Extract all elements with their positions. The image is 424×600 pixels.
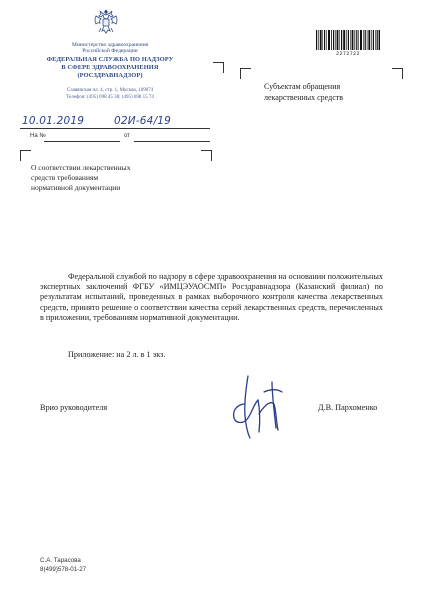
attachment-note: Приложение: на 2 л. в 1 экз. <box>68 350 166 359</box>
executor-name: С.А. Тарасова <box>40 557 81 564</box>
executor-phone: 8(499)578-01-27 <box>40 566 87 573</box>
in-reply-to-label: На № <box>30 133 46 139</box>
agency-name-line2: В СФЕРЕ ЗДРАВООХРАНЕНИЯ <box>61 64 159 71</box>
reference-line-2-right <box>134 141 210 142</box>
subject-bracket-right <box>201 150 212 161</box>
from-label: от <box>124 133 130 139</box>
subject-line1: О соответствии лекарственных <box>31 163 131 172</box>
handwritten-signature <box>226 370 296 442</box>
barcode-number: 2272722 <box>336 51 360 57</box>
signer-position: Врио руководителя <box>40 403 108 412</box>
recipient-line1: Субъектам обращения <box>264 82 341 91</box>
letterhead-right-bracket <box>213 62 224 73</box>
barcode <box>316 30 380 50</box>
recipient-line2: лекарственных средств <box>264 93 344 102</box>
signer-name: Д.В. Пархоменко <box>318 403 378 412</box>
recipient-bracket-right <box>392 68 403 79</box>
ministry-name-line1: Министерство здравоохранения <box>71 42 149 48</box>
agency-name-line1: ФЕДЕРАЛЬНАЯ СЛУЖБА ПО НАДЗОРУ <box>46 56 174 63</box>
recipient-bracket-left <box>240 68 251 79</box>
agency-name-line3: (РОСЗДРАВНАДЗОР) <box>77 72 143 79</box>
subject-line3: нормативной документации <box>31 183 121 192</box>
ministry-name-line2: Российской Федерации <box>82 48 138 54</box>
reference-line-2-left <box>44 141 120 142</box>
body-paragraph: Федеральной службой по надзору в сфере здравоохранения на основании положительных экспертных заключений ФГБУ «ИМЦЭУАОСМП» Росздравнадзора (Казанский филиал) по результатам испытаний, проведенных в рамках выборочного контроля качества лекарственных средств, принято решение о соответствии качества серий лекарственных средств, перечисленных в приложении, требованиям нормативной документации. <box>40 272 383 322</box>
reference-line-1 <box>20 128 210 129</box>
handwritten-number: 02И-64/19 <box>114 115 172 127</box>
subject-line2: средств требованиям <box>31 173 99 182</box>
coat-of-arms-emblem <box>90 6 122 38</box>
agency-phone: Телефон: (495) 698 45 38; (495) 698 15 74 <box>66 95 154 100</box>
agency-address: Славянская пл. 4, стр. 1, Москва, 109074 <box>66 88 154 93</box>
handwritten-date: 10.01.2019 <box>22 115 85 127</box>
subject-bracket-left <box>20 150 31 161</box>
